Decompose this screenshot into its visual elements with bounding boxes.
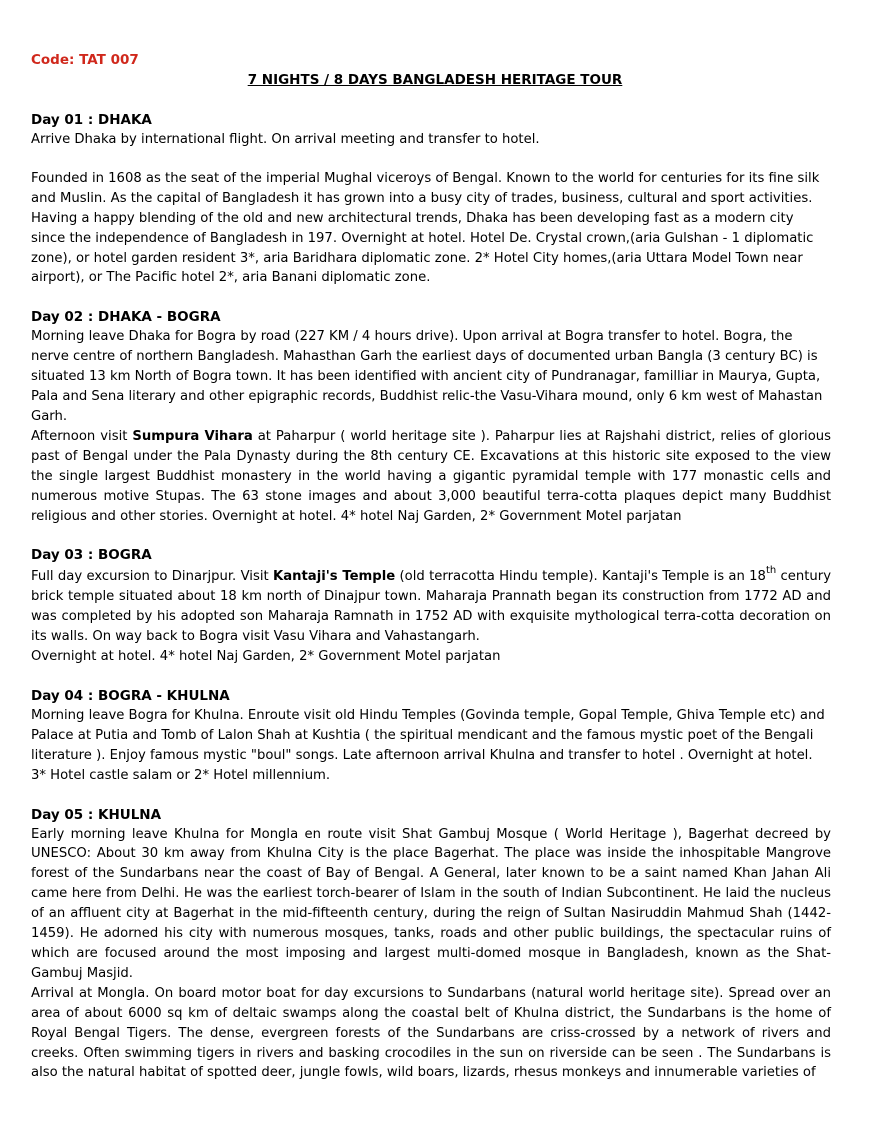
day-02-afternoon-pre: Afternoon visit <box>31 428 133 444</box>
day-01-section <box>31 110 831 288</box>
day-03-mid: (old terracotta Hindu temple). Kantaji's Temple is an 18 <box>395 569 766 585</box>
day-03-overnight: Overnight at hotel. 4* hotel Naj Garden, 2* Government Motel parjatan <box>31 649 501 665</box>
day-03-description <box>31 567 831 647</box>
day-02-afternoon-post: at Paharpur ( world heritage site ). Paharpur lies at Rajshahi district, relies of glorious past of Bengal under the Pala Dynasty during the 8th century CE. Excavations at this historic site exposed to the view the single largest Buddhist monastery in the world having a gigantic pyramidal temple with 177 monastic cells and numerous motive Stupas. The 63 stone images and about 3,000 beautiful terra-cotta plaques depict many Buddhist religious and other stories. Overnight at hotel. 4* hotel Naj Garden, 2* Government Motel parjatan <box>31 428 831 524</box>
day-03-heading: Day 03 : BOGRA <box>31 547 152 564</box>
day-04-section <box>31 686 831 786</box>
day-02-afternoon <box>31 427 831 527</box>
day-04-heading: Day 04 : BOGRA - KHULNA <box>31 687 230 704</box>
itinerary <box>31 110 831 1083</box>
day-03-sup: th <box>765 565 777 577</box>
sumpura-vihara-name: Sumpura Vihara <box>132 428 253 444</box>
tour-title: 7 NIGHTS / 8 DAYS BANGLADESH HERITAGE TOUR <box>247 72 623 88</box>
day-01-arrival: Arrive Dhaka by international flight. On arrival meeting and transfer to hotel. <box>31 132 540 147</box>
day-03-post: century brick temple situated about 18 km north of Dinajpur town. Maharaja Prannath began its construction from 1772 AD and was completed by his adopted son Maharaja Ramnath in 1752 AD with exquisite mythological terra-cotta decoration on its walls. On way back to Bogra visit Vasu Vihara and Vahastangarh. <box>31 569 832 645</box>
day-01-description: Founded in 1608 as the seat of the imperial Mughal viceroys of Bengal. Known to the world for centuries for its fine silk and Muslin. As the capital of Bangladesh it has grown into a busy city of trades, business, cultural and sport activities. Having a happy blending of the old and new architectural trends, Dhaka has been developing fast as a modern city since the independence of Bangladesh in 197. Overnight at hotel. Hotel De. Crystal crown,(aria Gulshan - 1 diplomatic zone), or hotel garden resident 3*, aria Baridhara diplomatic zone. 2* Hotel City homes,(aria Uttara Model Town near airport), or The Pacific hotel 2*, aria Banani diplomatic zone. <box>31 170 820 286</box>
day-02-heading: Day 02 : DHAKA - BOGRA <box>31 309 221 326</box>
kantaji-temple-name: Kantaji's Temple <box>273 569 396 585</box>
day-05-description: Early morning leave Khulna for Mongla en route visit Shat Gambuj Mosque ( World Heritage ), Bagerhat decreed by UNESCO: About 30 km away from Khulna City is the place Bagerhat. The place was inside the inhospitable Mangrove forest of the Sundarbans near the coast of Bay of Bengal. A General, later known to be a saint named Khan Jahan Ali came here from Delhi. He was the earliest torch-bearer of Islam in the south of Indian Subcontinent. He laid the nucleus of an affluent city at Bagerhat in the mid-fifteenth century, during the reign of Sultan Nasiruddin Mahmud Shah (1442-1459). He adorned his city with numerous mosques, tanks, roads and other public buildings, the spectacular ruins of which are focused around the most imposing and largest multi-domed mosque in Bangladesh, known as the Shat-Gambuj Masjid. <box>31 826 831 981</box>
day-02-section <box>31 307 831 526</box>
day-05-heading: Day 05 : KHULNA <box>31 806 162 823</box>
tour-code: Code: TAT 007 <box>31 52 139 68</box>
day-02-description: Morning leave Dhaka for Bogra by road (227 KM / 4 hours drive). Upon arrival at Bogra transfer to hotel. Bogra, the nerve centre of northern Bangladesh. Mahasthan Garh the earliest days of documented urban Bangla (3 century BC) is situated 13 km North of Bogra town. It has been identified with ancient city of Pundranagar, familliar in Maurya, Gupta, Pala and Sena literary and other epigraphic records, Buddhist relic-the Vasu-Vihara mound, only 6 km west of Mahastan Garh. <box>31 329 823 424</box>
day-04-description: Morning leave Bogra for Khulna. Enroute visit old Hindu Temples (Govinda temple, Gopal Temple, Ghiva Temple etc) and Palace at Putia and Tomb of Lalon Shah at Kushtia ( the spiritual mendicant and the famous mystic poet of the Bengali literature ). Enjoy famous mystic "boul" songs. Late afternoon arrival Khulna and transfer to hotel . Overnight at hotel. 3* Hotel castle salam or 2* Hotel millennium. <box>31 707 825 783</box>
day-01-heading: Day 01 : DHAKA <box>31 112 152 128</box>
day-05-section <box>31 805 831 1084</box>
day-03-pre: Full day excursion to Dinarjpur. Visit <box>31 569 273 585</box>
day-03-section <box>31 545 831 667</box>
day-05-sundarbans: Arrival at Mongla. On board motor boat for day excursions to Sundarbans (natural world heritage site). Spread over an area of about 6000 sq km of deltaic swamps along the coastal belt of Khulna district, the Sundarbans is the home of Royal Bengal Tigers. The dense, evergreen forests of the Sundarbans are criss-crossed by a network of rivers and creeks. Often swimming tigers in rivers and basking crocodiles in the sun on riverside can be seen . The Sundarbans is also the natural habitat of spotted deer, jungle fowls, wild boars, lizards, rhesus monkeys and innumerable varieties of <box>31 985 831 1081</box>
